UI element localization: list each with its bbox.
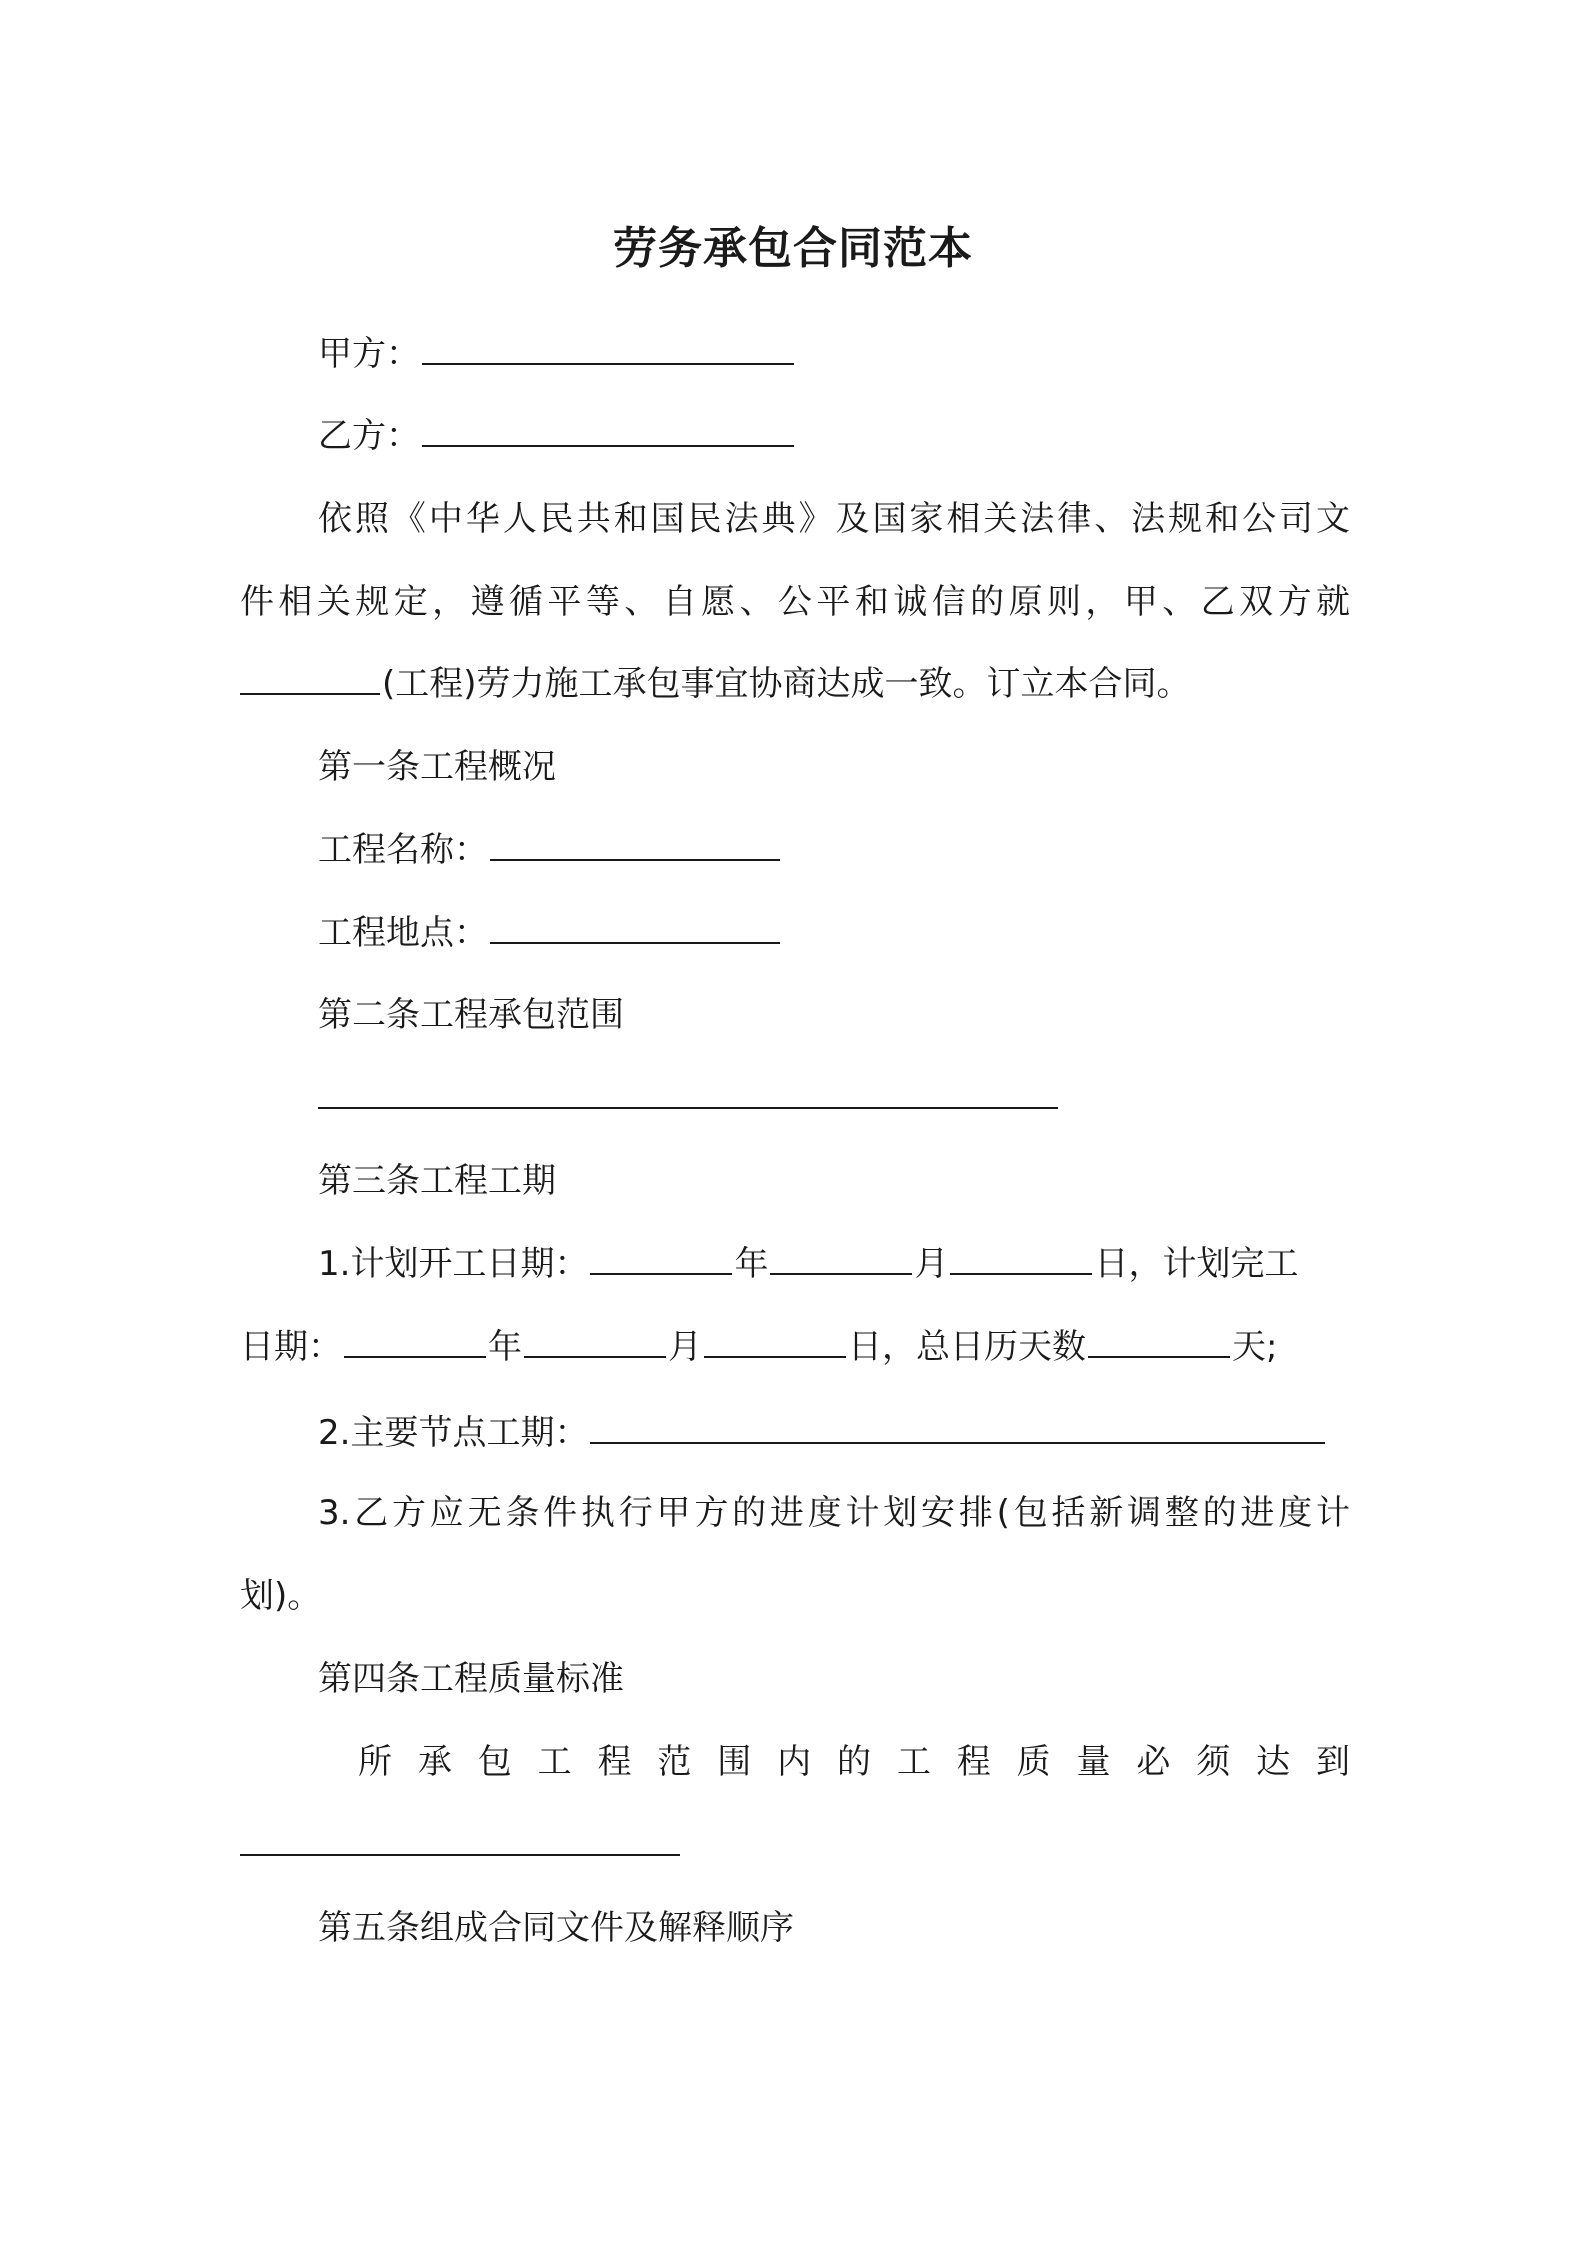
intro-line-3 (240, 659, 1350, 709)
article-3-heading: 第三条工程工期 (318, 1161, 556, 1201)
start-date-line (240, 1239, 1350, 1289)
end-date-label: 日期： (240, 1327, 342, 1367)
end-day-blank (704, 1322, 846, 1358)
article-2-heading: 第二条工程承包范围 (318, 995, 624, 1035)
milestone-blank (590, 1408, 1325, 1444)
party-a-line (240, 329, 1350, 379)
total-days-blank (1088, 1322, 1230, 1358)
start-date-label: 1.计划开工日期： (318, 1244, 589, 1284)
intro-line-2: 件相关规定，遵循平等、自愿、公平和诚信的原则，甲、乙双方就 (240, 582, 1350, 622)
project-blank (240, 659, 380, 695)
end-month-unit: 月 (668, 1327, 702, 1367)
milestone-line (240, 1408, 1350, 1458)
schedule-line-1: 3.乙方应无条件执行甲方的进度计划安排(包括新调整的进度计 (318, 1493, 1350, 1533)
project-name-blank (490, 825, 780, 861)
quality-blank (240, 1820, 680, 1856)
start-year-blank (590, 1239, 732, 1275)
end-day-text: 日，总日历天数 (848, 1327, 1086, 1367)
party-b-label: 乙方： (318, 416, 420, 456)
project-location-label: 工程地点： (318, 913, 488, 953)
party-a-blank (422, 329, 794, 365)
scope-line (240, 1073, 1350, 1123)
start-day-blank (950, 1239, 1092, 1275)
quality-text: 所承包工程范围内的工程质量必须达到 (358, 1742, 1350, 1782)
article-1-heading: 第一条工程概况 (318, 747, 556, 787)
party-b-blank (422, 411, 794, 447)
article-5-heading: 第五条组成合同文件及解释顺序 (318, 1908, 794, 1948)
end-year-unit: 年 (488, 1327, 522, 1367)
start-year-unit: 年 (734, 1244, 769, 1284)
scope-blank (318, 1073, 1058, 1109)
start-month-blank (770, 1239, 912, 1275)
intro-line-1: 依照《中华人民共和国民法典》及国家相关法律、法规和公司文 (318, 499, 1350, 539)
quality-blank-line (240, 1820, 1350, 1870)
end-month-blank (524, 1322, 666, 1358)
project-name-line (240, 825, 1350, 875)
article-4-heading: 第四条工程质量标准 (318, 1659, 624, 1699)
project-name-label: 工程名称： (318, 830, 488, 870)
start-month-unit: 月 (914, 1244, 949, 1284)
milestone-label: 2.主要节点工期： (318, 1413, 589, 1453)
days-suffix: 天; (1232, 1327, 1278, 1367)
end-year-blank (344, 1322, 486, 1358)
document-title: 劳务承包合同范本 (613, 223, 973, 274)
end-date-line (240, 1322, 1350, 1372)
party-a-label: 甲方： (318, 334, 420, 374)
schedule-line-2: 划)。 (240, 1576, 322, 1616)
party-b-line (240, 411, 1350, 461)
project-location-line (240, 908, 1350, 958)
start-day-text: 日，计划完工 (1094, 1244, 1299, 1284)
project-location-blank (490, 908, 780, 944)
intro-line-3-text: (工程)劳力施工承包事宜协商达成一致。订立本合同。 (382, 664, 1191, 704)
